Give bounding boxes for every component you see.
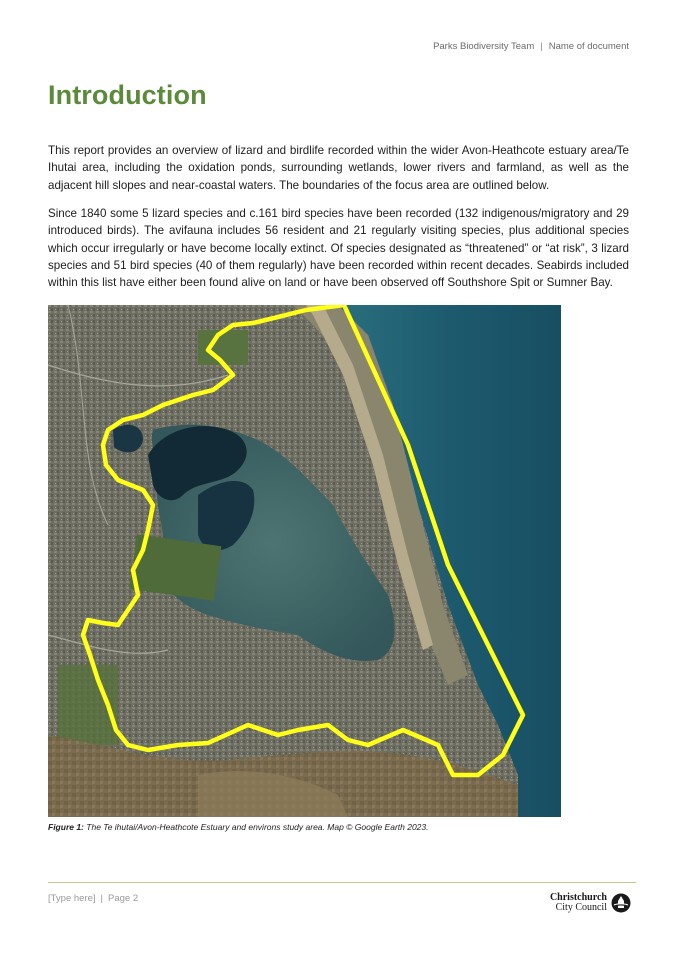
footer-placeholder: [Type here] — [48, 893, 96, 904]
figure-caption-text: The Te ihutai/Avon-Heathcote Estuary and environs study area. Map © Google Earth 2023. — [86, 822, 429, 832]
study-area-map — [48, 305, 561, 817]
figure-label: Figure 1: — [48, 822, 84, 832]
footer-divider — [48, 882, 636, 883]
logo-line-1: Christchurch — [549, 892, 607, 903]
page-number: Page 2 — [108, 893, 139, 904]
intro-paragraph-1: This report provides an overview of lizard and birdlife recorded within the wider Avon-Heathcote estuary area/Te Ihutai area, including the oxidation ponds, surrounding wetlands, lower rivers and farmland, as well as the adjacent hill slopes and near-coastal waters. The boundaries of the focus area are outlined below. — [48, 144, 629, 192]
logo-line-2: City Council — [555, 902, 607, 913]
footer-separator: | — [100, 893, 103, 904]
page-footer — [48, 893, 138, 904]
header-separator: | — [540, 41, 543, 52]
figure-caption — [48, 822, 429, 832]
header-doc-name: Name of document — [548, 41, 629, 52]
intro-paragraph-2: Since 1840 some 5 lizard species and c.161 bird species have been recorded (132 indigenous/migratory and 29 introduced birds). The avifauna includes 56 resident and 21 regularly visiting species, plus additional species which occur irregularly or have become locally extinct. Of species designated as “threatened” or “at risk”, 3 lizard species and 51 bird species (40 of them regularly) have been recorded within recent decades. Seabirds included within this list have either been found alive on land or have been observed off Southshore Spit or Sumner Bay. — [48, 207, 629, 290]
council-logo-text — [550, 893, 607, 913]
header-team: Parks Biodiversity Team — [433, 41, 535, 52]
page-title: Introduction — [48, 80, 207, 110]
council-logo — [550, 893, 631, 913]
page-header — [433, 41, 629, 52]
cathedral-emblem-icon — [611, 893, 631, 913]
